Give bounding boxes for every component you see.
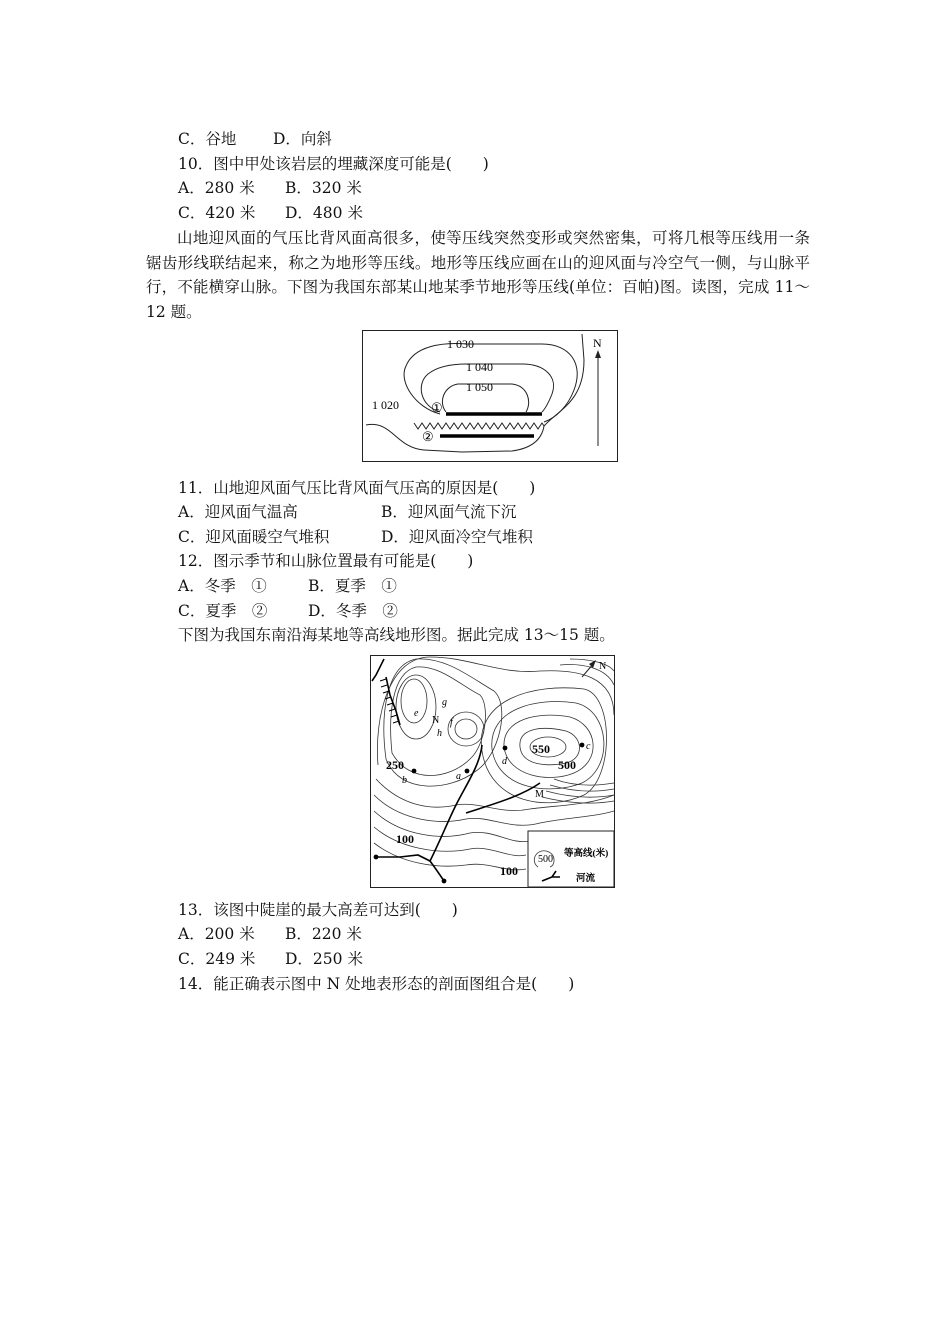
elev-550: 550 bbox=[532, 742, 550, 756]
isobar-label-1040: 1 040 bbox=[466, 360, 493, 374]
q14-stem: 14．能正确表示图中 N 处地表形态的剖面图组合是( ) bbox=[178, 975, 575, 993]
legend-contour-label: 等高线(米) bbox=[564, 849, 609, 859]
legend-contour-sample-value: 500 bbox=[538, 854, 553, 865]
contour-map-figure bbox=[370, 655, 615, 888]
q13-stem: 13．该图中陡崖的最大高差可达到( ) bbox=[178, 901, 458, 919]
marker-2: ② bbox=[422, 429, 434, 444]
q12-option-d: D．冬季 ② bbox=[308, 602, 398, 620]
q11-option-b: B．迎风面气流下沉 bbox=[381, 503, 517, 521]
point-c-dot bbox=[580, 743, 585, 748]
q10-option-d: D．480 米 bbox=[285, 204, 363, 222]
isobar-label-1020: 1 020 bbox=[372, 398, 399, 412]
label-h: h bbox=[437, 728, 442, 739]
q11-option-a: A．迎风面气温高 bbox=[178, 503, 298, 521]
point-b-dot bbox=[412, 769, 417, 774]
q10-option-a: A．280 米 bbox=[178, 179, 255, 197]
elev-100-south: 100 bbox=[500, 864, 518, 878]
point-a-dot bbox=[465, 769, 470, 774]
intro-paragraph-isobar: 山地迎风面的气压比背风面高很多，使等压线突然变形或突然密集，可将几根等压线用一条锯齿形线联结起来，称之为地形等压线。地形等压线应画在山的迎风面与冷空气一侧，与山脉平行，不能横穿山脉。下图为我国东部某山地某季节地形等压线(单位：百帕)图。读图，完成 11～12 题。 bbox=[146, 229, 810, 321]
q11-option-c: C．迎风面暖空气堆积 bbox=[178, 528, 330, 546]
q9-option-d: D．向斜 bbox=[273, 130, 332, 148]
map-north-label: N bbox=[599, 661, 607, 672]
label-g: g bbox=[442, 697, 447, 708]
q11-stem: 11．山地迎风面气压比背风面气压高的原因是( ) bbox=[178, 479, 536, 497]
elev-100-west: 100 bbox=[396, 832, 414, 846]
q11-option-d: D．迎风面冷空气堆积 bbox=[381, 528, 533, 546]
river-end-dot-west bbox=[374, 855, 379, 860]
label-d: d bbox=[502, 756, 507, 767]
q10-option-b: B．320 米 bbox=[285, 179, 362, 197]
label-n: N bbox=[432, 715, 440, 726]
marker-1: ① bbox=[431, 400, 443, 415]
point-d-dot bbox=[503, 746, 508, 751]
q13-option-b: B．220 米 bbox=[285, 925, 362, 943]
isobar-label-1030: 1 030 bbox=[447, 337, 474, 351]
label-e: e bbox=[414, 708, 419, 719]
river-end-dot-south bbox=[442, 879, 447, 884]
q13-option-c: C．249 米 bbox=[178, 950, 256, 968]
label-f: f bbox=[450, 717, 453, 728]
isobar-label-1050: 1 050 bbox=[466, 380, 493, 394]
label-a: a bbox=[456, 771, 461, 782]
q12-stem: 12．图示季节和山脉位置最有可能是( ) bbox=[178, 552, 474, 570]
q12-option-c: C．夏季 ② bbox=[178, 602, 268, 620]
q10-stem: 10．图中甲处该岩层的埋藏深度可能是( ) bbox=[178, 155, 489, 173]
q13-option-d: D．250 米 bbox=[285, 950, 363, 968]
q10-option-c: C．420 米 bbox=[178, 204, 256, 222]
q9-option-c: C．谷地 bbox=[178, 130, 237, 148]
q12-option-b: B．夏季 ① bbox=[308, 577, 397, 595]
label-b: b bbox=[402, 775, 407, 786]
isobar-figure-frame bbox=[363, 331, 618, 462]
q12-option-a: A．冬季 ① bbox=[178, 577, 267, 595]
elev-250: 250 bbox=[386, 758, 404, 772]
label-m: M bbox=[535, 789, 544, 800]
legend-river-label: 河流 bbox=[576, 874, 596, 884]
north-label: N bbox=[593, 336, 602, 350]
isobar-figure bbox=[362, 330, 618, 462]
elev-500: 500 bbox=[558, 758, 576, 772]
q13-option-a: A．200 米 bbox=[178, 925, 255, 943]
label-c: c bbox=[586, 741, 591, 752]
intro-contour-map: 下图为我国东南沿海某地等高线地形图。据此完成 13～15 题。 bbox=[178, 626, 615, 644]
